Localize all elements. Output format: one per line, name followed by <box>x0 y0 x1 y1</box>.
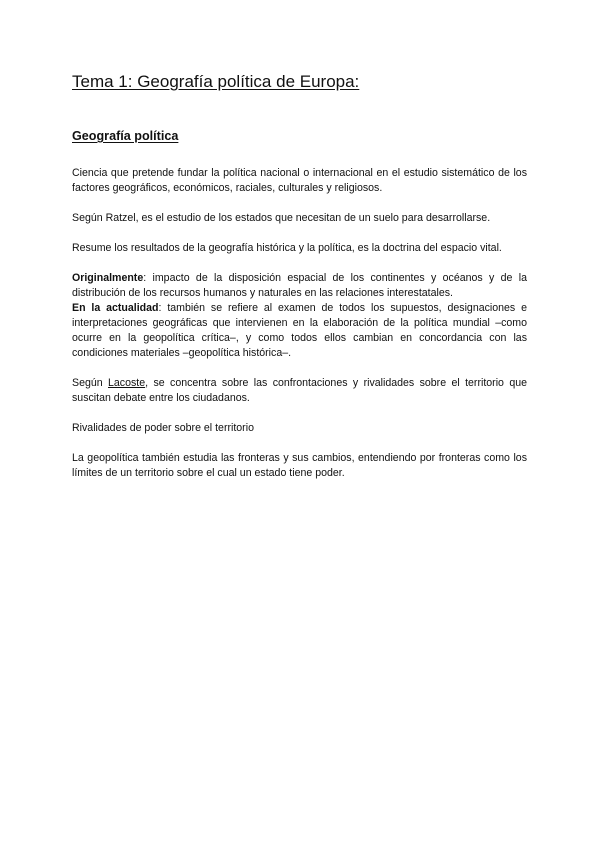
text-lacoste: , se concentra sobre las confrontaciones y rivalidades sobre el territorio que suscitan debate entre los ciudadanos. <box>72 377 528 404</box>
text-originally: : impacto de la disposición espacial de los continentes y océanos y de la distribución de los recursos humanos y naturales en las relaciones interestatales. <box>72 272 527 299</box>
label-currently: En la actualidad <box>72 302 159 314</box>
paragraph-rivalries: Rivalidades de poder sobre el territorio <box>72 422 254 434</box>
label-originally: Originalmente <box>72 272 144 284</box>
lacoste-link[interactable]: Lacoste <box>108 377 146 389</box>
paragraph-originally <box>72 271 527 301</box>
paragraph-definition: Ciencia que pretende fundar la política nacional o internacional en el estudio sistemático de los factores geográficos, económicos, raciales, culturales y religiosos. <box>72 167 527 194</box>
paragraph-ratzel: Según Ratzel, es el estudio de los estados que necesitan de un suelo para desarrollarse. <box>72 212 491 224</box>
document-body <box>72 166 527 496</box>
paragraph-summary: Resume los resultados de la geografía histórica y la política, es la doctrina del espacio vital. <box>72 242 502 254</box>
paragraph-currently <box>72 301 527 361</box>
page-title: Tema 1: Geografía política de Europa: <box>72 72 360 91</box>
text-currently: : también se refiere al examen de todos los supuestos, designaciones e interpretaciones geográficas que intervienen en la elaboración de la política mundial –como ocurre en la geopolítica crítica–, y como todos ellos cambian en concordancia con las condiciones materiales –geopolítica histórica–. <box>72 302 527 359</box>
paragraph-lacoste <box>72 376 527 406</box>
paragraph-borders: La geopolítica también estudia las fronteras y sus cambios, entendiendo por fronteras como los límites de un territorio sobre el cual un estado tiene poder. <box>72 452 527 479</box>
text-lacoste-prefix: Según <box>72 377 109 389</box>
section-heading: Geografía política <box>72 129 179 143</box>
